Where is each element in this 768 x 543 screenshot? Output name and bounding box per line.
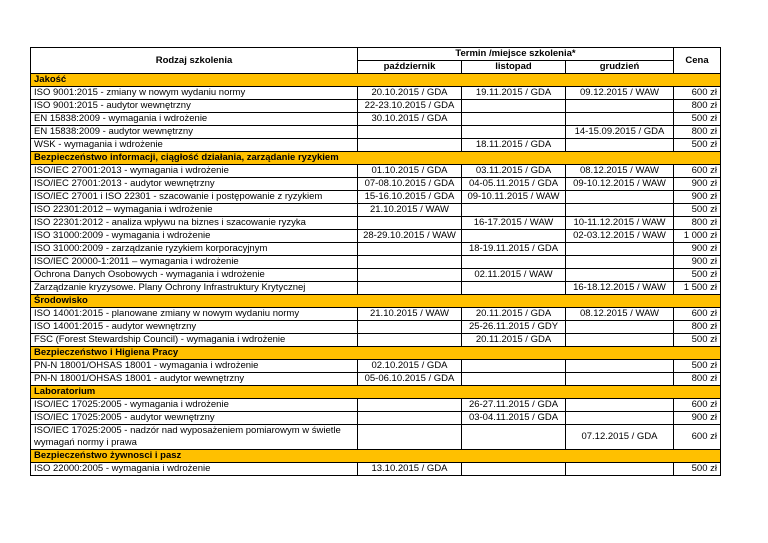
- table-body: [31, 74, 721, 476]
- course-name-cell: PN-N 18001/OHSAS 18001 - audytor wewnętrzny: [31, 373, 358, 386]
- course-name-cell: ISO 22000:2005 - wymagania i wdrożenie: [31, 463, 358, 476]
- price-cell: 500 zł: [674, 269, 721, 282]
- course-name-cell: PN-N 18001/OHSAS 18001 - wymagania i wdrożenie: [31, 360, 358, 373]
- november-date-cell: 26-27.11.2015 / GDA: [462, 399, 566, 412]
- table-row: [31, 243, 721, 256]
- category-row: [31, 74, 721, 87]
- price-cell: 800 zł: [674, 373, 721, 386]
- october-date-cell: [358, 139, 462, 152]
- course-name-cell: ISO/IEC 17025:2005 - nadzór nad wyposażeniem pomiarowym w świetle wymagań normy i prawa: [31, 425, 358, 450]
- december-date-cell: [566, 191, 674, 204]
- table-row: [31, 139, 721, 152]
- december-date-cell: 16-18.12.2015 / WAW: [566, 282, 674, 295]
- october-date-cell: 21.10.2015 / WAW: [358, 308, 462, 321]
- price-cell: 500 zł: [674, 334, 721, 347]
- table-row: [31, 217, 721, 230]
- october-date-cell: [358, 126, 462, 139]
- training-schedule-table: [30, 47, 721, 476]
- october-date-cell: [358, 425, 462, 450]
- price-cell: 500 zł: [674, 139, 721, 152]
- october-date-cell: 05-06.10.2015 / GDA: [358, 373, 462, 386]
- december-date-cell: 08.12.2015 / WAW: [566, 308, 674, 321]
- table-row: [31, 191, 721, 204]
- october-date-cell: 28-29.10.2015 / WAW: [358, 230, 462, 243]
- course-name-cell: ISO/IEC 17025:2005 - audytor wewnętrzny: [31, 412, 358, 425]
- november-date-cell: 18.11.2015 / GDA: [462, 139, 566, 152]
- table-row: [31, 334, 721, 347]
- table-row: [31, 256, 721, 269]
- term-place-header: Termin /miejsce szkolenia*: [358, 48, 674, 61]
- table-row: [31, 360, 721, 373]
- table-row: [31, 412, 721, 425]
- december-date-cell: [566, 100, 674, 113]
- december-date-cell: [566, 269, 674, 282]
- price-cell: 600 zł: [674, 399, 721, 412]
- price-cell: 600 zł: [674, 165, 721, 178]
- december-date-cell: [566, 412, 674, 425]
- october-date-cell: [358, 321, 462, 334]
- november-date-cell: [462, 282, 566, 295]
- table-row: [31, 373, 721, 386]
- price-cell: 500 zł: [674, 360, 721, 373]
- december-date-cell: [566, 360, 674, 373]
- december-date-cell: [566, 204, 674, 217]
- header-row-top: [31, 48, 721, 61]
- october-date-cell: [358, 412, 462, 425]
- november-date-cell: [462, 373, 566, 386]
- course-name-cell: ISO/IEC 20000-1:2011 – wymagania i wdrożenie: [31, 256, 358, 269]
- course-name-cell: Zarządzanie kryzysowe. Plany Ochrony Infrastruktury Krytycznej: [31, 282, 358, 295]
- course-name-cell: ISO 22301:2012 - analiza wpływu na biznes i szacowanie ryzyka: [31, 217, 358, 230]
- category-row: [31, 386, 721, 399]
- table-row: [31, 204, 721, 217]
- december-date-cell: [566, 113, 674, 126]
- october-date-cell: [358, 269, 462, 282]
- december-date-cell: [566, 139, 674, 152]
- november-date-cell: 20.11.2015 / GDA: [462, 334, 566, 347]
- course-name-cell: ISO/IEC 17025:2005 - wymagania i wdrożenie: [31, 399, 358, 412]
- november-date-cell: [462, 425, 566, 450]
- october-date-cell: 20.10.2015 / GDA: [358, 87, 462, 100]
- month-november-header: listopad: [462, 61, 566, 74]
- price-cell: 600 zł: [674, 308, 721, 321]
- table-row: [31, 87, 721, 100]
- november-date-cell: 25-26.11.2015 / GDY: [462, 321, 566, 334]
- course-name-cell: ISO/IEC 27001:2013 - audytor wewnętrzny: [31, 178, 358, 191]
- november-date-cell: 03-04.11.2015 / GDA: [462, 412, 566, 425]
- november-date-cell: [462, 126, 566, 139]
- course-name-cell: WSK - wymagania i wdrożenie: [31, 139, 358, 152]
- table-row: [31, 425, 721, 450]
- november-date-cell: 04-05.11.2015 / GDA: [462, 178, 566, 191]
- december-date-cell: [566, 463, 674, 476]
- category-label: Bezpieczeństwo żywnosci i pasz: [31, 450, 721, 463]
- table-row: [31, 178, 721, 191]
- november-date-cell: [462, 360, 566, 373]
- november-date-cell: 09-10.11.2015 / WAW: [462, 191, 566, 204]
- november-date-cell: 02.11.2015 / WAW: [462, 269, 566, 282]
- december-date-cell: [566, 321, 674, 334]
- october-date-cell: 22-23.10.2015 / GDA: [358, 100, 462, 113]
- category-row: [31, 152, 721, 165]
- table-row: [31, 321, 721, 334]
- course-name-cell: ISO 22301:2012 – wymagania i wdrożenie: [31, 204, 358, 217]
- course-name-cell: ISO 9001:2015 - audytor wewnętrzny: [31, 100, 358, 113]
- november-date-cell: [462, 256, 566, 269]
- price-cell: 900 zł: [674, 243, 721, 256]
- course-name-cell: ISO 9001:2015 - zmiany w nowym wydaniu normy: [31, 87, 358, 100]
- november-date-cell: 19.11.2015 / GDA: [462, 87, 566, 100]
- december-date-cell: 08.12.2015 / WAW: [566, 165, 674, 178]
- december-date-cell: 07.12.2015 / GDA: [566, 425, 674, 450]
- october-date-cell: 01.10.2015 / GDA: [358, 165, 462, 178]
- category-label: Laboratorium: [31, 386, 721, 399]
- table-row: [31, 463, 721, 476]
- october-date-cell: 30.10.2015 / GDA: [358, 113, 462, 126]
- course-name-cell: FSC (Forest Stewardship Council) - wymagania i wdrożenie: [31, 334, 358, 347]
- october-date-cell: [358, 399, 462, 412]
- course-name-cell: ISO 31000:2009 - wymagania i wdrożenie: [31, 230, 358, 243]
- category-label: Środowisko: [31, 295, 721, 308]
- november-date-cell: [462, 113, 566, 126]
- price-cell: 900 zł: [674, 178, 721, 191]
- category-row: [31, 295, 721, 308]
- price-cell: 900 zł: [674, 191, 721, 204]
- table-row: [31, 100, 721, 113]
- price-cell: 500 zł: [674, 463, 721, 476]
- table-row: [31, 126, 721, 139]
- price-cell: 800 zł: [674, 321, 721, 334]
- table-row: [31, 399, 721, 412]
- month-october-header: październik: [358, 61, 462, 74]
- december-date-cell: [566, 256, 674, 269]
- december-date-cell: [566, 243, 674, 256]
- course-name-cell: EN 15838:2009 - audytor wewnętrzny: [31, 126, 358, 139]
- table-row: [31, 308, 721, 321]
- table-row: [31, 230, 721, 243]
- course-name-cell: ISO/IEC 27001 i ISO 22301 - szacowanie i postępowanie z ryzykiem: [31, 191, 358, 204]
- november-date-cell: 03.11.2015 / GDA: [462, 165, 566, 178]
- october-date-cell: [358, 243, 462, 256]
- october-date-cell: [358, 217, 462, 230]
- price-cell: 800 zł: [674, 126, 721, 139]
- price-cell: 900 zł: [674, 412, 721, 425]
- month-december-header: grudzień: [566, 61, 674, 74]
- price-cell: 1 500 zł: [674, 282, 721, 295]
- category-label: Jakość: [31, 74, 721, 87]
- course-name-cell: ISO 31000:2009 - zarządzanie ryzykiem korporacyjnym: [31, 243, 358, 256]
- category-row: [31, 450, 721, 463]
- course-name-cell: Ochrona Danych Osobowych - wymagania i wdrożenie: [31, 269, 358, 282]
- december-date-cell: 02-03.12.2015 / WAW: [566, 230, 674, 243]
- course-name-cell: EN 15838:2009 - wymagania i wdrożenie: [31, 113, 358, 126]
- december-date-cell: 09-10.12.2015 / WAW: [566, 178, 674, 191]
- table-row: [31, 269, 721, 282]
- table-row: [31, 113, 721, 126]
- table-row: [31, 282, 721, 295]
- category-label: Bezpieczeństwo i Higiena Pracy: [31, 347, 721, 360]
- table-row: [31, 165, 721, 178]
- november-date-cell: 16-17.2015 / WAW: [462, 217, 566, 230]
- price-cell: 800 zł: [674, 100, 721, 113]
- category-row: [31, 347, 721, 360]
- december-date-cell: 10-11.12.2015 / WAW: [566, 217, 674, 230]
- november-date-cell: [462, 230, 566, 243]
- course-name-cell: ISO 14001:2015 - planowane zmiany w nowym wydaniu normy: [31, 308, 358, 321]
- november-date-cell: [462, 204, 566, 217]
- november-date-cell: [462, 463, 566, 476]
- november-date-cell: 20.11.2015 / GDA: [462, 308, 566, 321]
- november-date-cell: [462, 100, 566, 113]
- price-cell: 500 zł: [674, 113, 721, 126]
- october-date-cell: [358, 282, 462, 295]
- price-cell: 600 zł: [674, 425, 721, 450]
- december-date-cell: 09.12.2015 / WAW: [566, 87, 674, 100]
- october-date-cell: 02.10.2015 / GDA: [358, 360, 462, 373]
- october-date-cell: 13.10.2015 / GDA: [358, 463, 462, 476]
- december-date-cell: [566, 399, 674, 412]
- october-date-cell: 21.10.2015 / WAW: [358, 204, 462, 217]
- course-type-header: Rodzaj szkolenia: [31, 48, 358, 74]
- december-date-cell: 14-15.09.2015 / GDA: [566, 126, 674, 139]
- october-date-cell: [358, 256, 462, 269]
- course-name-cell: ISO/IEC 27001:2013 - wymagania i wdrożenie: [31, 165, 358, 178]
- price-cell: 600 zł: [674, 87, 721, 100]
- november-date-cell: 18-19.11.2015 / GDA: [462, 243, 566, 256]
- course-name-cell: ISO 14001:2015 - audytor wewnętrzny: [31, 321, 358, 334]
- price-cell: 900 zł: [674, 256, 721, 269]
- october-date-cell: 15-16.10.2015 / GDA: [358, 191, 462, 204]
- category-label: Bezpieczeństwo informacji, ciągłość działania, zarządanie ryzykiem: [31, 152, 721, 165]
- december-date-cell: [566, 373, 674, 386]
- october-date-cell: 07-08.10.2015 / GDA: [358, 178, 462, 191]
- price-cell: 500 zł: [674, 204, 721, 217]
- december-date-cell: [566, 334, 674, 347]
- price-cell: 800 zł: [674, 217, 721, 230]
- october-date-cell: [358, 334, 462, 347]
- price-header: Cena: [674, 48, 721, 74]
- price-cell: 1 000 zł: [674, 230, 721, 243]
